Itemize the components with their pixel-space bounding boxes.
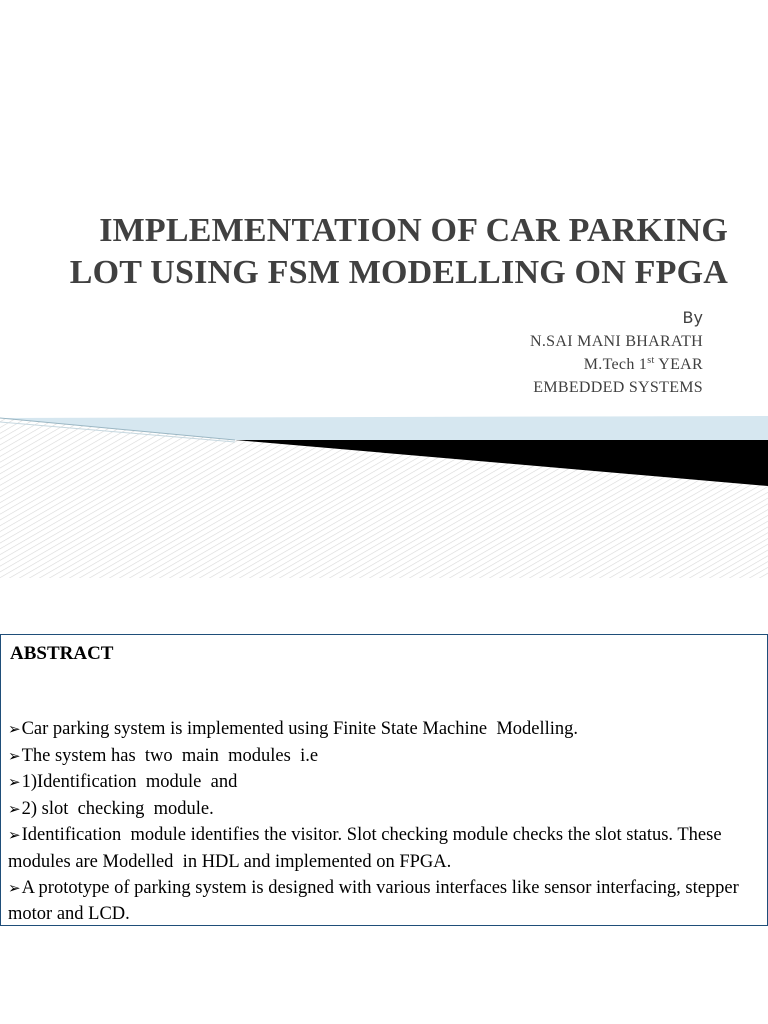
- abstract-bullet: [8, 770, 753, 797]
- abstract-heading: ABSTRACT: [10, 643, 114, 664]
- department-name: EMBEDDED SYSTEMS: [533, 379, 703, 396]
- author-block: [403, 306, 703, 399]
- abstract-bullet: [8, 717, 753, 744]
- author-name: N.SAI MANI BHARATH: [530, 333, 703, 350]
- slide-title-line-2: LOT USING FSM MODELLING ON FPGA: [69, 254, 728, 291]
- abstract-slide: [0, 634, 768, 926]
- arrow-bullet-icon: ➢: [8, 880, 21, 897]
- slide-title-line-1: IMPLEMENTATION OF CAR PARKING: [99, 212, 728, 249]
- arrow-bullet-icon: ➢: [8, 748, 21, 765]
- arrow-bullet-icon: ➢: [8, 801, 21, 818]
- abstract-body: [8, 717, 753, 928]
- abstract-bullet: [8, 823, 753, 875]
- abstract-bullet-text: A prototype of parking system is designed with various interfaces like sensor interfacing, stepper motor and LCD.: [8, 877, 744, 925]
- abstract-bullet: [8, 744, 753, 771]
- arrow-bullet-icon: ➢: [8, 828, 21, 845]
- course-suffix: YEAR: [654, 356, 703, 373]
- course-prefix: M.Tech 1: [583, 356, 648, 373]
- abstract-bullet-text: Identification module identifies the visitor. Slot checking module checks the slot status. These modules are Modelled in HDL and implemented on FPGA.: [8, 825, 727, 872]
- arrow-bullet-icon: ➢: [8, 722, 21, 738]
- by-label: By: [682, 308, 703, 327]
- abstract-bullet-text: 2) slot checking module.: [21, 798, 214, 819]
- arrow-bullet-icon: ➢: [8, 775, 21, 792]
- abstract-bullet: [8, 876, 753, 928]
- abstract-bullet-text: Car parking system is implemented using Finite State Machine Modelling.: [21, 719, 579, 739]
- abstract-bullet-text: The system has two main modules i.e: [21, 745, 319, 766]
- abstract-bullet-text: 1)Identification module and: [21, 772, 238, 793]
- course-line: [403, 353, 703, 376]
- course-superscript: st: [647, 355, 655, 366]
- slide-title: [48, 210, 728, 294]
- abstract-bullet: [8, 797, 753, 824]
